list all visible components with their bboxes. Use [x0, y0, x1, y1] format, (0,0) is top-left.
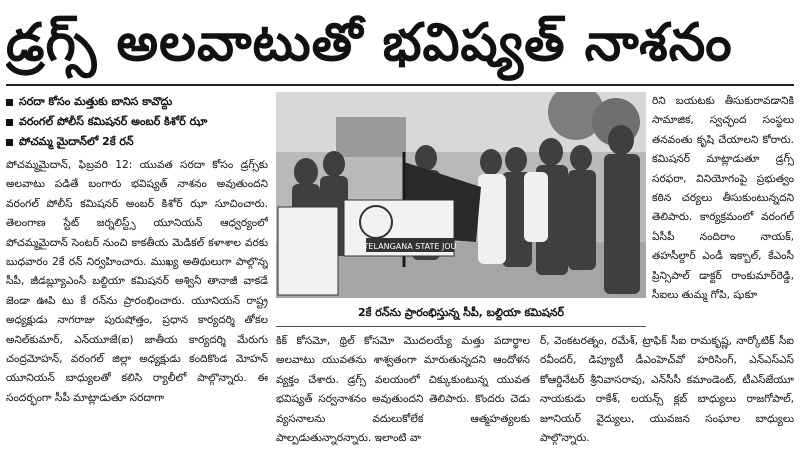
headline-rule — [6, 84, 794, 86]
article-bottom-column-1: కిక్ కోసమో, థ్రిల్ కోసమో మొదలయ్యే మత్తు పదార్థాల అలవాటు యువతను శాశ్వతంగా మారుతున్నదని ఆందోళన వ్యక్తం చేశారు. డ్రగ్స్ వలయంలో చిక్కుకుంటున్న యువత భవిష్యత్ సర్వనాశనం అవుతుందని తెలిపారు. కొందరు చెడు వ్యసనాలను వదులుకోలేక ఆత్మహత్యలకు పాల్పడుతున్నారన్నారు. ఇలాంటి వా — [276, 335, 530, 445]
bullet-square-icon — [6, 119, 13, 126]
news-photo — [276, 92, 646, 298]
bullet-text: పోచమ్మ మైదాన్‌లో 2కే రన్ — [19, 135, 134, 148]
article-bottom — [276, 332, 794, 460]
bullet-text: సరదా కోసం మత్తుకు బానిస కావొద్దు — [19, 95, 173, 108]
article-column-3: రిని బయటకు తీసుకురావడానికి సామాజిక, స్వచ్ఛంద సంస్థలు తనవంతు కృషి చేయాలని కోరారు. కమిషనర్ మాట్లాడుతూ డ్రగ్స్ సరఫరా, వినియోగంపై ప్రభుత్వం కఠిన చర్యలు తీసుకుంటున్నదని తెలిపారు. కార్యక్రమంలో వరంగల్ ఏసీపీ నందిరాం నాయక్, తహసీల్దార్ ఎండీ ఇక్బాల్, కేఎంసీ ప్రిన్సిపాల్ డాక్టర్ రాంకుమార్‌రెడ్డి, సీఐలు తుమ్మ గోపి, షుకూ — [652, 95, 794, 302]
photo-caption: 2కే రన్‌ను ప్రారంభిస్తున్న సీపీ, బల్దియా కమిషనర్ — [276, 300, 646, 327]
bullet-item — [6, 112, 268, 132]
bullet-square-icon — [6, 99, 13, 106]
banner-text: TELANGANA STATE JOU — [363, 242, 457, 251]
bullet-list — [6, 92, 268, 152]
bullet-item — [6, 92, 268, 112]
article-column-1: పోచమ్మమైదాన్, ఫిబ్రవరి 12: యువత సరదా కోసం డ్రగ్స్‌కు అలవాటు పడితే బంగారు భవిష్యత్ నాశనం అవుతుందని వరంగల్ పోలీస్ కమిషనర్ అంబర్ కిశోర్ ఝా సూచించారు. తెలంగాణ స్టేట్ జర్నలిస్ట్స్ యూనియన్ ఆధ్వర్యంలో పోచమ్మమైదాన్ సెంటర్ నుంచి కాకతీయ మెడికల్ కళాశాల వరకు బుధవారం 2కే రన్ నిర్వహించారు. ముఖ్య అతిథులుగా పాల్గొన్న సీపీ, జీడబ్ల్యూఎంసీ బల్దియా కమిషనర్ అశ్వినీ తానాజీ వాకడే జెండా ఊపి టు కే రన్‌ను ప్రారంభించారు. యూనియన్ రాష్ట్ర అధ్యక్షుడు నాగరాజు పురుషోత్తం, ప్రధాన కార్యదర్శి తోకల అనిల్‌కుమార్, ఎన్‌యూజే(ఐ) జాతీయ కార్యదర్శి మేరుగు చంద్రమోహన్, వరంగల్ జిల్లా అధ్యక్షుడు కందికొండ మోహన్ యూనియన్ బాధ్యులతో కలిసి ర్యాలీలో పాల్గొన్నారు. ఈ సందర్భంగా సీపీ మాట్లాడుతూ సరదాగా — [6, 159, 268, 404]
article-bottom-column-2: ర్, వెంకటరత్నం, రమేశ్, ట్రాఫిక్ సీఐ రామకృష్ణ, నార్కోటిక్ సీఐ రవీందర్, డిప్యూటీ డీఎంహెచ్‌వో హరిసింగ్, ఎన్ఎస్ఎస్ కోఆర్డినేటర్ శ్రీనివాసరావు, ఎన్‌సీసీ కమాండెంట్, టీఎస్‌జేయూ నాయకుడు రాకేశ్, లయన్స్ క్లబ్ బాధ్యులు రాజగోపాల్, జూనియర్ వైద్యులు, యువజన సంఘాల బాధ్యులు పాల్గొన్నారు. — [540, 335, 794, 445]
headline: డ్రగ్స్ అలవాటుతో భవిష్యత్ నాశనం — [6, 13, 733, 73]
bullet-text: వరంగల్ పోలీస్ కమిషనర్ అంబర్ కిశోర్ ఝా — [19, 115, 208, 128]
bullet-square-icon — [6, 139, 13, 146]
photo-illustration — [276, 92, 646, 298]
bullet-item — [6, 132, 268, 152]
